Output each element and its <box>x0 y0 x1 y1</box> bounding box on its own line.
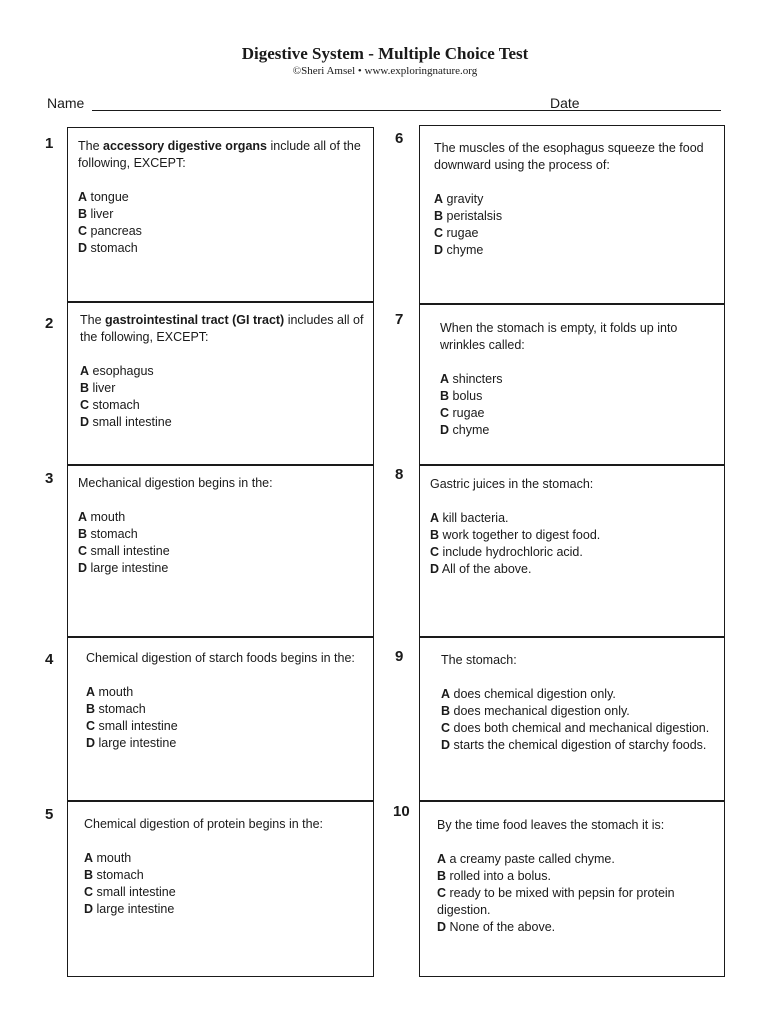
prompt-text: The muscles of the esophagus squeeze the food downward using the process of: <box>434 141 704 172</box>
option-text: tongue <box>87 190 129 204</box>
option-text: liver <box>87 207 114 221</box>
option-text: liver <box>89 381 116 395</box>
option-letter: C <box>84 885 94 899</box>
answer-option-a[interactable] <box>78 509 363 526</box>
option-text: large intestine <box>87 561 169 575</box>
answer-option-b[interactable] <box>437 868 717 885</box>
option-letter: D <box>86 736 96 750</box>
question-prompt <box>437 817 717 834</box>
option-text: small intestine <box>95 719 178 733</box>
question-text-1 <box>78 138 363 257</box>
option-text: stomach <box>95 702 146 716</box>
question-prompt <box>84 816 364 833</box>
question-text-7 <box>440 320 715 439</box>
option-text: small intestine <box>87 544 170 558</box>
question-text-3 <box>78 475 363 577</box>
option-letter: B <box>84 868 94 882</box>
option-text: None of the above. <box>446 920 556 934</box>
option-text: pancreas <box>87 224 142 238</box>
answer-option-c[interactable] <box>80 397 365 414</box>
answer-option-d[interactable] <box>441 737 716 754</box>
option-text: kill bacteria. <box>439 511 509 525</box>
question-text-6 <box>434 140 714 259</box>
option-letter: A <box>84 851 94 865</box>
option-letter: A <box>86 685 96 699</box>
option-letter: B <box>80 381 90 395</box>
option-letter: B <box>440 389 450 403</box>
answer-option-b[interactable] <box>440 388 715 405</box>
option-letter: D <box>78 241 88 255</box>
option-letter: A <box>80 364 90 378</box>
name-field-line[interactable] <box>92 110 592 111</box>
answer-option-b[interactable] <box>78 526 363 543</box>
option-text: rugae <box>449 406 485 420</box>
prompt-text: Gastric juices in the stomach: <box>430 477 594 491</box>
option-letter: C <box>437 886 447 900</box>
answer-option-b[interactable] <box>441 703 716 720</box>
option-text: ready to be mixed with pepsin for protein digestion. <box>437 886 675 917</box>
question-text-5 <box>84 816 364 918</box>
option-letter: B <box>441 704 451 718</box>
option-text: peristalsis <box>443 209 503 223</box>
question-text-4 <box>86 650 366 752</box>
option-letter: D <box>78 561 88 575</box>
option-text: large intestine <box>93 902 175 916</box>
prompt-key-term: accessory digestive organs <box>103 139 267 153</box>
prompt-text: When the stomach is empty, it folds up into wrinkles called: <box>440 321 678 352</box>
option-text: stomach <box>89 398 140 412</box>
question-text-2 <box>80 312 365 431</box>
question-prompt <box>86 650 366 667</box>
option-text: esophagus <box>89 364 154 378</box>
answer-option-b[interactable] <box>78 206 363 223</box>
answer-option-a[interactable] <box>78 189 363 206</box>
question-prompt <box>440 320 715 354</box>
prompt-text: The <box>78 139 104 153</box>
question-number-4: 4 <box>45 651 54 668</box>
option-text: large intestine <box>95 736 177 750</box>
option-letter: A <box>78 510 88 524</box>
question-text-8 <box>430 476 715 578</box>
option-text: stomach <box>87 241 138 255</box>
answer-option-b[interactable] <box>86 701 366 718</box>
prompt-text-continued: includes all of the following, EXCEPT: <box>80 313 364 344</box>
option-text: does chemical digestion only. <box>450 687 616 701</box>
answer-option-a[interactable] <box>80 363 365 380</box>
option-text: work together to digest food. <box>439 528 601 542</box>
answer-option-c[interactable] <box>86 718 366 735</box>
answer-option-a[interactable] <box>86 684 366 701</box>
option-letter: C <box>441 721 451 735</box>
answer-option-b[interactable] <box>434 208 714 225</box>
option-letter: C <box>80 398 90 412</box>
answer-option-a[interactable] <box>434 191 714 208</box>
option-letter: B <box>86 702 96 716</box>
answer-option-c[interactable] <box>78 543 363 560</box>
option-text: rugae <box>443 226 479 240</box>
date-label: Date <box>550 95 580 111</box>
answer-option-b[interactable] <box>84 867 364 884</box>
question-prompt <box>430 476 715 493</box>
option-letter: B <box>437 869 447 883</box>
question-prompt <box>80 312 365 346</box>
option-text: All of the above. <box>439 562 532 576</box>
option-letter: A <box>78 190 88 204</box>
option-text: gravity <box>443 192 484 206</box>
answer-option-d[interactable] <box>86 735 366 752</box>
option-text: chyme <box>449 423 490 437</box>
question-number-9: 9 <box>395 648 404 665</box>
question-number-7: 7 <box>395 311 404 328</box>
answer-option-b[interactable] <box>80 380 365 397</box>
option-letter: B <box>434 209 444 223</box>
answer-option-a[interactable] <box>437 851 717 868</box>
option-letter: A <box>430 511 440 525</box>
option-letter: C <box>440 406 450 420</box>
answer-option-c[interactable] <box>440 405 715 422</box>
name-date-row <box>47 95 722 115</box>
option-letter: D <box>440 423 450 437</box>
option-letter: A <box>440 372 450 386</box>
option-letter: C <box>434 226 444 240</box>
option-letter: D <box>437 920 447 934</box>
option-letter: B <box>78 527 88 541</box>
prompt-text: Chemical digestion of protein begins in the: <box>84 817 324 831</box>
answer-option-d[interactable] <box>440 422 715 439</box>
question-prompt <box>434 140 714 174</box>
question-number-3: 3 <box>45 470 54 487</box>
answer-option-c[interactable] <box>441 720 716 737</box>
answer-option-b[interactable] <box>430 527 715 544</box>
answer-option-a[interactable] <box>440 371 715 388</box>
option-text: bolus <box>449 389 483 403</box>
date-field-line[interactable] <box>585 110 721 111</box>
name-label: Name <box>47 95 85 111</box>
question-number-10: 10 <box>393 803 410 820</box>
question-number-5: 5 <box>45 806 54 823</box>
question-number-6: 6 <box>395 130 404 147</box>
prompt-text: The <box>80 313 106 327</box>
option-text: shincters <box>449 372 503 386</box>
prompt-text-continued: include all of the following, EXCEPT: <box>78 139 361 170</box>
option-letter: D <box>430 562 440 576</box>
question-prompt <box>441 652 716 669</box>
option-letter: B <box>430 528 440 542</box>
answer-option-a[interactable] <box>84 850 364 867</box>
answer-option-c[interactable] <box>434 225 714 242</box>
answer-option-a[interactable] <box>441 686 716 703</box>
question-number-8: 8 <box>395 466 404 483</box>
question-number-2: 2 <box>45 315 54 332</box>
option-text: small intestine <box>93 885 176 899</box>
option-text: rolled into a bolus. <box>446 869 551 883</box>
option-text: mouth <box>93 851 132 865</box>
option-text: include hydrochloric acid. <box>439 545 583 559</box>
answer-option-c[interactable] <box>84 884 364 901</box>
option-text: does both chemical and mechanical digestion. <box>450 721 710 735</box>
option-letter: A <box>441 687 451 701</box>
option-text: chyme <box>443 243 484 257</box>
option-letter: A <box>434 192 444 206</box>
copyright-subtitle: ©Sheri Amsel • www.exploringnature.org <box>292 65 478 77</box>
answer-option-d[interactable] <box>80 414 365 431</box>
option-text: mouth <box>95 685 134 699</box>
option-text: small intestine <box>89 415 172 429</box>
prompt-text: The stomach: <box>441 653 517 667</box>
option-text: stomach <box>93 868 144 882</box>
option-text: does mechanical digestion only. <box>450 704 630 718</box>
answer-option-a[interactable] <box>430 510 715 527</box>
option-letter: C <box>78 544 88 558</box>
answer-option-c[interactable] <box>430 544 715 561</box>
option-text: a creamy paste called chyme. <box>446 852 615 866</box>
question-prompt <box>78 138 363 172</box>
page-title: Digestive System - Multiple Choice Test <box>241 44 529 63</box>
answer-option-d[interactable] <box>78 240 363 257</box>
answer-option-d[interactable] <box>434 242 714 259</box>
question-text-10 <box>437 817 717 936</box>
prompt-text: By the time food leaves the stomach it is: <box>437 818 665 832</box>
answer-option-d[interactable] <box>78 560 363 577</box>
option-letter: D <box>80 415 90 429</box>
option-letter: A <box>437 852 447 866</box>
option-letter: C <box>86 719 96 733</box>
answer-option-d[interactable] <box>437 919 717 936</box>
option-letter: D <box>84 902 94 916</box>
option-letter: B <box>78 207 88 221</box>
option-text: mouth <box>87 510 126 524</box>
option-letter: C <box>430 545 440 559</box>
answer-option-c[interactable] <box>437 885 717 919</box>
prompt-text: Mechanical digestion begins in the: <box>78 476 273 490</box>
question-number-1: 1 <box>45 135 54 152</box>
question-text-9 <box>441 652 716 754</box>
answer-option-c[interactable] <box>78 223 363 240</box>
answer-option-d[interactable] <box>84 901 364 918</box>
option-letter: D <box>441 738 451 752</box>
option-letter: C <box>78 224 88 238</box>
question-prompt <box>78 475 363 492</box>
answer-option-d[interactable] <box>430 561 715 578</box>
option-text: stomach <box>87 527 138 541</box>
prompt-key-term: gastrointestinal tract (GI tract) <box>105 313 285 327</box>
option-letter: D <box>434 243 444 257</box>
option-text: starts the chemical digestion of starchy foods. <box>450 738 707 752</box>
prompt-text: Chemical digestion of starch foods begins in the: <box>86 651 355 665</box>
